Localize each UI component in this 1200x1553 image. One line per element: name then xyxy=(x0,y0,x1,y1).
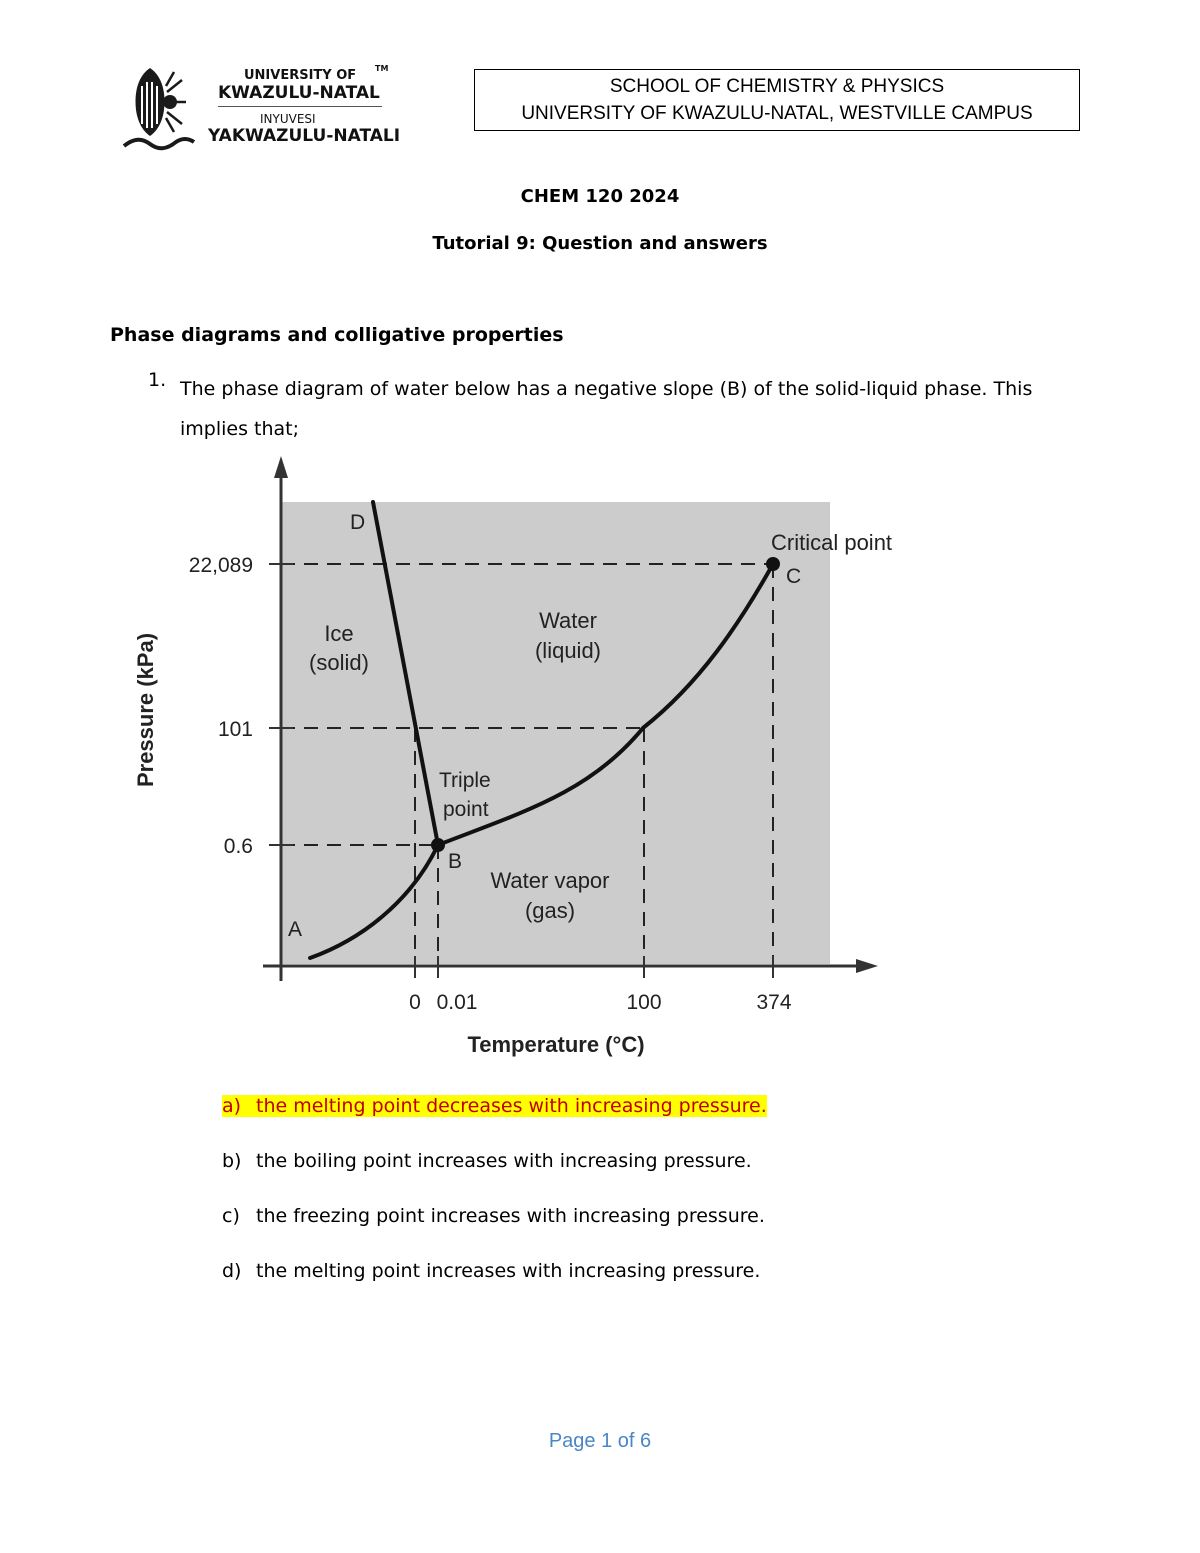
question-number: 1. xyxy=(148,369,167,391)
x-tick-374: 374 xyxy=(756,991,792,1014)
point-b-label: B xyxy=(448,850,463,873)
option-text: the melting point decreases with increasing pressure. xyxy=(256,1095,767,1117)
logo-line-2: KWAZULU-NATAL xyxy=(218,83,380,103)
plot-background xyxy=(281,502,830,964)
option-a-answer-highlight xyxy=(222,1095,767,1117)
option-c xyxy=(222,1205,765,1227)
y-tick-101: 101 xyxy=(217,718,253,741)
option-letter: d) xyxy=(222,1260,242,1282)
critical-point-label: Critical point xyxy=(771,530,893,555)
option-letter: b) xyxy=(222,1150,242,1172)
x-tick-100: 100 xyxy=(626,991,662,1014)
y-tick-22089: 22,089 xyxy=(188,554,253,577)
water-label: Water xyxy=(539,608,597,633)
option-text: the melting point increases with increasing pressure. xyxy=(256,1260,761,1282)
option-text: the freezing point increases with increasing pressure. xyxy=(256,1205,765,1227)
point-c-label: C xyxy=(786,565,802,588)
x-tick-0: 0 xyxy=(409,991,421,1014)
triple-point-sublabel: point xyxy=(443,798,489,821)
triple-point-label: Triple xyxy=(439,769,491,792)
page-number: Page 1 of 6 xyxy=(548,1430,652,1452)
option-letter: c) xyxy=(222,1205,240,1227)
question-text: The phase diagram of water below has a negative slope (B) of the solid-liquid phase. This implies that; xyxy=(180,378,1033,440)
phase-diagram xyxy=(120,448,900,1068)
university-logo xyxy=(120,62,401,154)
school-name: SCHOOL OF CHEMISTRY & PHYSICS xyxy=(609,76,945,97)
course-title: CHEM 120 2024 xyxy=(520,186,680,207)
y-axis-arrow-icon xyxy=(274,456,288,478)
option-a xyxy=(222,1095,767,1117)
campus-name: UNIVERSITY OF KWAZULU-NATAL, WESTVILLE CAMPUS xyxy=(521,103,1033,124)
tutorial-title: Tutorial 9: Question and answers xyxy=(432,233,768,254)
logo-divider xyxy=(218,106,382,107)
ice-sublabel: (solid) xyxy=(309,650,369,675)
point-a-label: A xyxy=(288,918,303,941)
logo-line-3: INYUVESI xyxy=(260,112,316,126)
option-b xyxy=(222,1150,752,1172)
water-sublabel: (liquid) xyxy=(534,638,602,663)
critical-point-marker xyxy=(766,557,780,571)
x-axis-label: Temperature (°C) xyxy=(467,1032,645,1057)
y-axis-label: Pressure (kPa) xyxy=(133,632,158,788)
triple-point-marker xyxy=(431,838,445,852)
school-header-box xyxy=(474,69,1080,131)
option-letter: a) xyxy=(222,1095,242,1117)
x-tick-0-01: 0.01 xyxy=(436,991,478,1014)
logo-line-4: YAKWAZULU-NATALI xyxy=(208,126,401,146)
vapor-label: Water vapor xyxy=(490,868,610,893)
y-tick-0-6: 0.6 xyxy=(223,835,253,858)
logo-trademark: TM xyxy=(375,64,389,73)
option-text: the boiling point increases with increasing pressure. xyxy=(256,1150,752,1172)
logo-line-1: UNIVERSITY OF xyxy=(244,68,357,83)
option-d xyxy=(222,1260,760,1282)
ice-label: Ice xyxy=(324,621,354,646)
vapor-sublabel: (gas) xyxy=(524,898,576,923)
section-heading: Phase diagrams and colligative properties xyxy=(110,324,564,346)
x-axis-arrow-icon xyxy=(856,959,878,973)
point-d-label: D xyxy=(350,511,366,534)
